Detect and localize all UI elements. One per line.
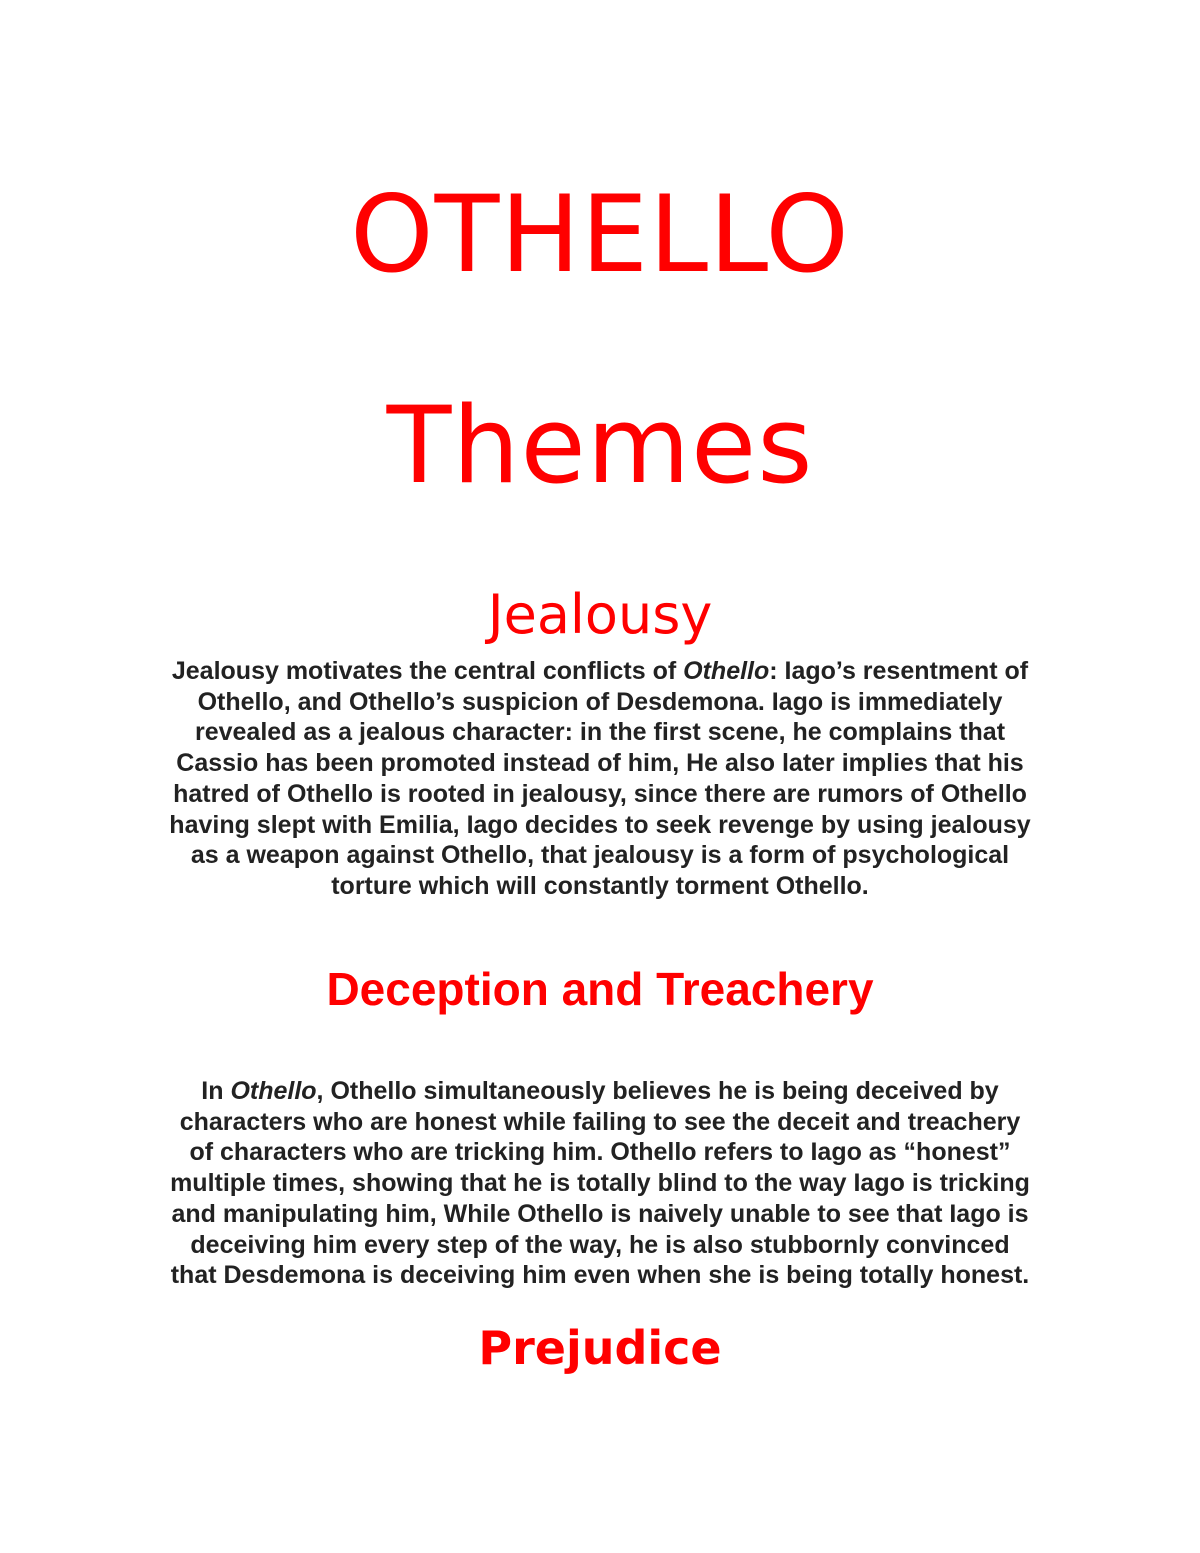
section-heading-jealousy: Jealousy [487,583,713,646]
section-heading-prejudice: Prejudice [478,1321,722,1375]
paragraph-line: revealed as a jealous character: in the first scene, he complains that [194,718,1006,747]
paragraph-line: Othello, and Othello’s suspicion of Desdemona. Iago is immediately [197,687,1003,716]
section-heading-deception: Deception and Treachery [326,963,874,1015]
paragraph-line [120,656,1080,687]
section-paragraph-deception [120,1076,1080,1291]
document-title-line-1: OTHELLO [350,173,850,296]
text-run: Jealousy motivates the central conflicts of [171,657,684,685]
paragraph-line: that Desdemona is deceiving him even when she is being totally honest. [170,1261,1030,1290]
paragraph-line: multiple times, showing that he is totally blind to the way Iago is tricking [170,1169,1030,1198]
paragraph-line: torture which will constantly torment Othello. [331,871,869,900]
text-run: In [201,1077,231,1105]
section-paragraph-jealousy [120,656,1080,902]
paragraph-line [120,1076,1080,1107]
paragraph-line: and manipulating him, While Othello is naively unable to see that Iago is [171,1199,1029,1228]
paragraph-line: having slept with Emilia, Iago decides to seek revenge by using jealousy [169,810,1031,839]
text-run: , Othello simultaneously believes he is being deceived by [316,1077,999,1105]
paragraph-line: as a weapon against Othello, that jealousy is a form of psychological [190,841,1010,870]
italic-title-run: Othello [230,1077,317,1105]
paragraph-line: of characters who are tricking him. Othello refers to Iago as “honest” [189,1138,1011,1167]
document-title-line-2: Themes [386,384,814,507]
paragraph-line: hatred of Othello is rooted in jealousy, since there are rumors of Othello [173,779,1027,808]
italic-title-run: Othello [683,657,770,685]
paragraph-line: Cassio has been promoted instead of him, He also later implies that his [176,749,1024,778]
paragraph-line: characters who are honest while failing to see the deceit and treachery [179,1107,1021,1136]
paragraph-line: deceiving him every step of the way, he is also stubbornly convinced [190,1230,1010,1259]
text-run: : Iago’s resentment of [769,657,1029,685]
